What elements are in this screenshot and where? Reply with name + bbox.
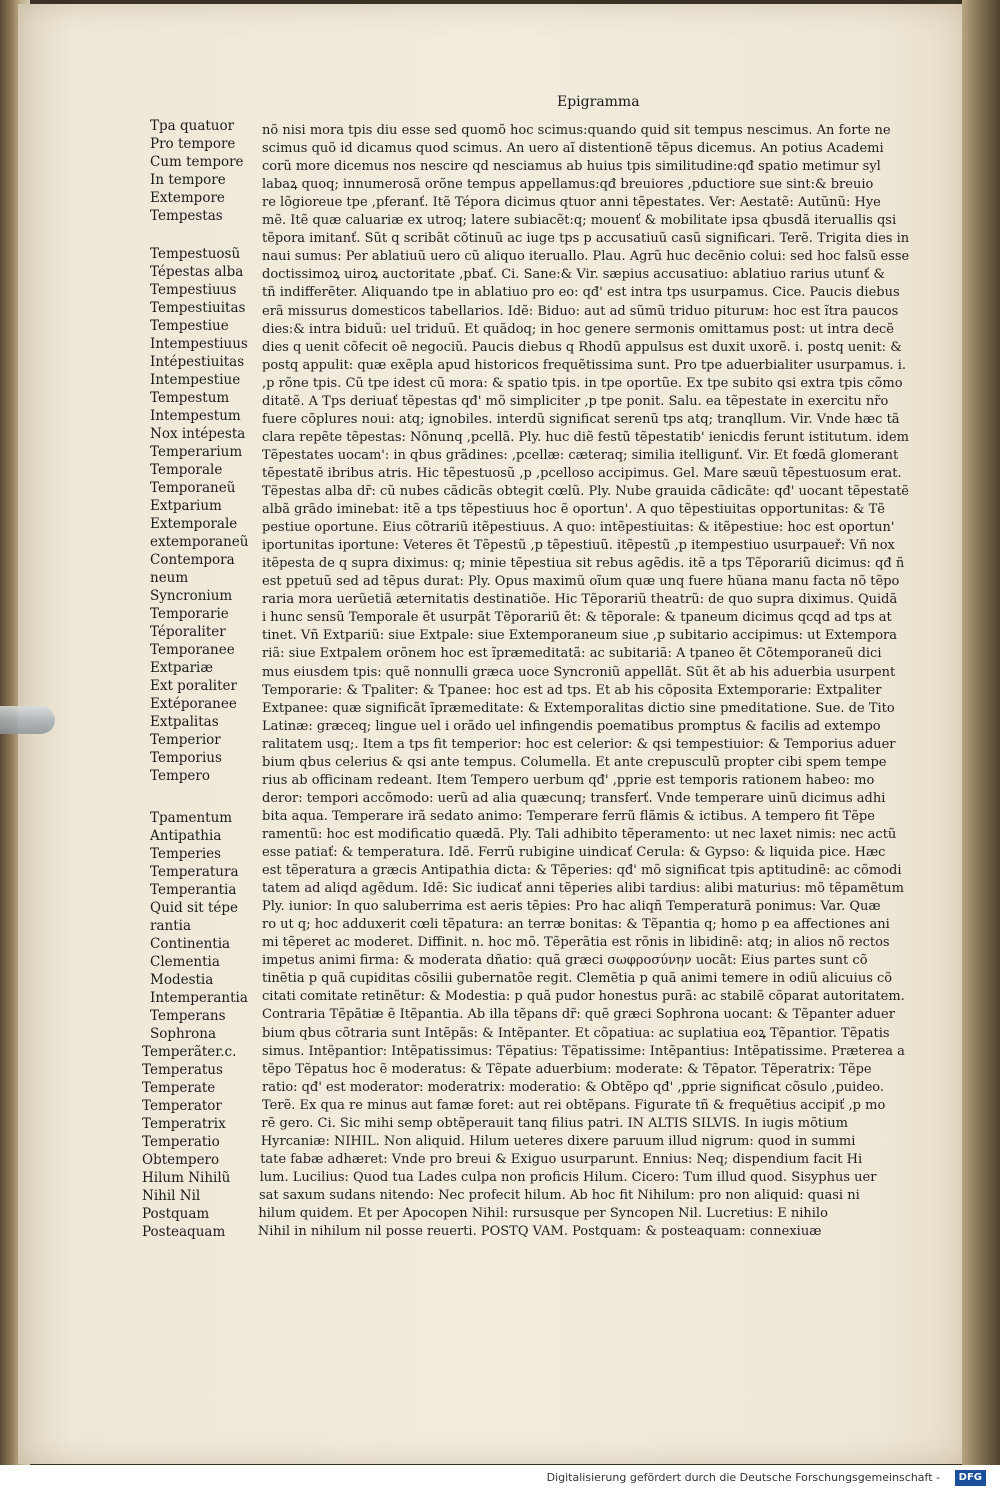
margin-note: Intemperantia [150, 990, 248, 1006]
text-line: hilum quidem. Et per Apocopen Nihil: rursusque per Syncopen Nil. Lucretius: E nihilo [258, 1206, 828, 1221]
text-line: deror: tempori accõmodo: uerũ ad alia quæcunq; transferť. Vnde temperare uinũ dicimus adhi [262, 790, 886, 806]
margin-note: Temperãter.c. [142, 1044, 237, 1060]
text-line: esse patiať: & temperatura. Idẽ. Ferrũ rubigine uindicať Cerula: & Gypso: & liquida pice. Hæc [262, 845, 886, 860]
margin-note: Tempestas [150, 208, 223, 224]
text-line: riã: siue Extpalem orõnem hoc est ĩpræmeditatã: ac subitariã: A tpaneo ẽt Cõtemporaneũ dici [262, 646, 882, 662]
dfg-logo: DFG [955, 1470, 986, 1486]
text-line: tate fabæ adhæret: Vnde pro breui & Exiguo usurparunt. Ennius: Neq; dispendium facit Hi [260, 1151, 863, 1167]
margin-note: Tpa quatuor [150, 118, 235, 134]
text-line: albã grãdo iminebat: itẽ a tps tẽpestiuus hoc ẽ oportun'. A quo tẽpestiuitas opportunitas: & Tẽ [262, 502, 885, 518]
margin-note: Temperior [150, 732, 221, 748]
margin-note: Tempestiue [150, 318, 229, 334]
text-line: doctissimoꝝ uiroꝝ auctoritate ,pbať. Ci. Sane:& Vir. sæpius accusatiuo: ablatiuo rarius utunť & [262, 267, 885, 283]
text-line: dies q uenit cõfecit oẽ negociũ. Paucis diebus q Rhodũ appulsus est duxit uxorẽ. i. postq uenit: & [262, 339, 902, 355]
text-line: corũ more dicemus nos nescire qd nesciamus ab huius tpis similitudine:qđ spatio metimur syl [262, 159, 881, 175]
margin-note: Postquam [142, 1206, 210, 1222]
margin-note: Syncronium [150, 588, 233, 604]
margin-note: Intépestiuitas [150, 354, 245, 370]
margin-note: Temperans [150, 1008, 226, 1024]
text-line: ditatẽ. A Tps deriuať tẽpestas qđ' mõ simpliciter ,p tpe ponit. Salu. ea tẽpestate in exercitu nr̃o [262, 393, 889, 409]
text-line: sat saxum sudans nitendo: Nec profecit hilum. Ab hoc fit Nihilum: pro non aliquid: quasi ni [259, 1187, 860, 1203]
margin-note: Temperies [150, 846, 222, 862]
text-line: postq appulit: quæ exẽpla apud historicos frequẽtissima sunt. Pro tpe aduerbialiter usurpamus. i. [262, 357, 907, 373]
margin-note: extemporaneũ [150, 534, 249, 550]
text-line: i hunc sensũ Temporale ẽt usurpãt Tẽporariũ ẽt: & tẽporale: & tpaneum dicimus qcqd ad tps at [262, 610, 892, 626]
margin-note: Temperatio [142, 1134, 220, 1150]
margin-note: Contempora [150, 552, 235, 568]
margin-note: Temporanee [150, 642, 235, 658]
margin-note: neum [150, 570, 189, 586]
margin-note: Tépestas alba [150, 264, 244, 280]
margin-note: Hilum Nihilũ [142, 1170, 231, 1186]
text-line: tinẽtia p quã cupiditas cõsilii gubernatõe regit. Clemẽtia p quã animi temere in odiũ alicuius cõ [262, 971, 893, 987]
text-line: dies:& intra biduũ: uel triduũ. Et quãdoq; in hoc genere sermonis omittamus post: ut intra decẽ [262, 321, 894, 337]
text-line: simus. Intẽpantior: Intẽpatissimus: Tẽpatius: Tẽpatissime: Intẽpantius: Intẽpatissime. Præterea a [262, 1043, 905, 1059]
funding-credit: Digitalisierung gefördert durch die Deutsche Forschungsgemeinschaft - [546, 1471, 940, 1484]
text-line: naui sumus: Per ablatiuũ uero cũ aliquo iteruallo. Plau. Agrũ huc decẽnio colui: sed hoc falsũ esse [262, 249, 910, 265]
text-line: raria mora uerũetiã æternitatis destinatiõe. Hic Tẽporariũ theatrũ: de quo supra diximus. Quidã [262, 592, 898, 608]
text-line: Tẽpestas alba dr̃: cũ nubes cãdicãs obtegit cœlũ. Ply. Nube grauida cãdicãte: qđ' uocant tẽpestatẽ [262, 484, 909, 499]
text-line: Extpanee: quæ significãt ĩpræmeditate: & Extemporalitas dictio sine pmeditatione. Sue. de Tito [262, 700, 895, 716]
text-line: rius ab officinam redeant. Item Tempero uerbum qđ' ,pprie est temporis rationem habeo: mo [262, 772, 875, 788]
margin-note: Tempestum [150, 390, 230, 406]
text-line: erã missurus domesticos tabellarios. Idẽ: Biduo: aut ad sũmũ triduo pituruм: hoc est ĩtra paucos [262, 303, 899, 319]
text-line: Nihil in nihilum nil posse reuerti. POSTQ VAM. Postquam: & posteaquam: connexiuæ [257, 1224, 822, 1240]
margin-note: Posteaquam [142, 1224, 226, 1240]
text-line: bium qbus celerius & qsi ante tempus. Columella. Et ante crepusculũ propter cibi spem tempe [262, 754, 887, 770]
margin-note: Temperarium [150, 444, 243, 460]
text-line: bium qbus cõtraria sunt Intẽpãs: & Intẽpanter. Et cõpatiua: ac suplatiua eoꝝ Tẽpantior. Tẽpatis [262, 1025, 890, 1041]
margin-note: Continentia [150, 936, 231, 952]
bookmark-tab [0, 706, 55, 734]
margin-note: Nox intépesta [150, 426, 246, 442]
margin-note: Tempestuosũ [150, 246, 241, 262]
text-line: Contraria Tẽpãtiæ ẽ Itẽpantia. Ab illa tẽpans dr̃: quẽ græci Sophrona uocant: & Tẽpanter aduer [262, 1007, 895, 1023]
text-line: ro ut q; hoc adduxerit cœli tẽpatura: an terræ bonitas: & Tẽpantia q; homo p ea affectiones ani [262, 917, 890, 933]
text-line: rẽ gero. Ci. Sic mihi semp obtẽperauit tanq filius patri. IN ALTIS SILVIS. In iugis mõtium [261, 1115, 849, 1131]
text-line: ralitatem usq;. Item a tps fit temperior: hoc est celerior: & qsi tempestiuior: & Temporius aduer [262, 736, 896, 752]
text-line: tẽpo Tẽpatus hoc ẽ moderatus: & Tẽpate aduerbium: moderate: & Tẽpator. Tẽperatrix: Tẽpe [262, 1061, 872, 1077]
text-line: est ppetuũ sed ad tẽpus durat: Ply. Opus maximũ oĩum quæ unq fuere hũana manu facta nõ tẽpo [262, 574, 900, 590]
text-line: tẽpora imitanť. Sũt q scribãt cõtinuũ ac iuge tps p accusatiuũ casũ significari. Terẽ. Trigita dies in [262, 231, 910, 247]
margin-note: Tpamentum [150, 810, 233, 826]
margin-note: Ext poraliter [150, 678, 237, 694]
margin-note: Tempero [150, 768, 210, 784]
margin-note: Temperate [142, 1080, 216, 1096]
margin-note: Pro tempore [150, 136, 236, 152]
margin-note: Temporius [150, 750, 222, 766]
text-line: tatem ad aliqd agẽdum. Idẽ: Sic iudicať anni tẽperies alibi tardius: alibi maturius: mõ tẽpamẽtum [262, 881, 904, 897]
text-line: citati comitate retinẽtur: & Modestia: p quã pudor honestus purã: ac stabilẽ cõparat autoritatem. [262, 989, 905, 1005]
margin-note: Temporaneũ [150, 480, 236, 496]
text-line: nõ nisi mora tpis diu esse sed quomõ hoc scimus:quando quid sit tempus nescimus. An forte ne [262, 123, 891, 138]
text-line: ,p rõne tpis. Cũ tpe idest cũ mora: & spatio tpis. in tpe oportũe. Ex tpe subito qsi extra tpis cõmo [262, 375, 903, 391]
text-line: est tẽperatura a græcis Antipathia dicta: & Tẽperies: qđ' mõ significat tpis aptitudinẽ: ac cõmodi [262, 863, 902, 879]
margin-note: Extparium [150, 498, 222, 514]
running-head: Epigramma [557, 94, 640, 110]
text-line: tñ indifferẽter. Aliquando tpe in ablatiuo pro eo: qđ' est intra tps usurpamus. Cice. Paucis diebus [262, 285, 900, 301]
text-line: Terẽ. Ex qua re minus aut famæ foret: aut rei obtẽpans. Figurate tñ & frequẽtius accipiť ,p mo [262, 1097, 886, 1113]
text-line: scimus quõ id dicamus quod scimus. An uero aĩ distentionẽ tẽpus dicemus. An potius Academi [262, 141, 884, 157]
text-line: Tẽpestates uocam': in qbus grãdines: ,pcellæ: cæteraq; similia itelligunť. Vir. Et fœdã glomerant [262, 447, 899, 463]
text-line: impetus animi firma: & moderata dñatio: quã græci σωφροσύνην uocãt: Eius partes sunt cõ [262, 953, 868, 969]
book-page-edge [962, 0, 1000, 1470]
text-line: Temporarie: & Tpaliter: & Tpanee: hoc est ad tps. Et ab his cõposita Extemporarie: Extpaliter [262, 682, 882, 698]
margin-note: Intempestiue [150, 372, 241, 388]
text-line: fuere cõplures noui: atq; ignobiles. interdũ significat serenũ tps atq; tranqllum. Vir. Vnde hæc tã [262, 411, 900, 427]
text-line: mẽ. Itẽ quæ caluariæ ex utroq; latere subiacẽt:q; mouenť & mobilitate ipsa qbusdã iteruallis qsi [262, 213, 897, 229]
text-line: lum. Lucilius: Quod tua Lades culpa non proficis Hilum. Cicero: Tum illud quod. Sisyphus uer [259, 1169, 877, 1185]
margin-note: Temperatrix [142, 1116, 226, 1132]
margin-note: Intempestiuus [150, 336, 248, 352]
margin-note: Temperator [142, 1098, 222, 1114]
text-line: re lõgioreue tpe ,pferanť. Itẽ Tépora dicimus qtuor anni tẽpestates. Ver: Aestatẽ: Autũnũ: Hye [262, 195, 881, 211]
margin-note: Temporarie [150, 606, 229, 622]
text-line: ratio: qđ' est moderator: moderatrix: moderatio: & Obtẽpo qđ' ,pprie significat cõsulo ,puideo. [262, 1079, 885, 1095]
margin-note: Extempore [150, 190, 225, 206]
text-line: labaꝝ quoq; innumerosã orõne tempus appellamus:qđ breuiores ,pductiore sue sint:& breuio [262, 177, 874, 193]
text-line: pestiue oportune. Eius cõtrariũ itẽpestiuus. A quo: intẽpestiuitas: & itẽpestiue: hoc est oportun' [262, 520, 895, 536]
margin-note: Intempestum [150, 408, 241, 424]
text-line: Latinæ: græceq; lingue uel i orãdo uel infingendis poematibus promptus & facilis ad extempo [262, 718, 881, 734]
margin-note: Modestia [150, 972, 214, 988]
margin-note: Extpalitas [150, 714, 219, 730]
margin-note: Quid sit tépe [150, 900, 239, 916]
text-line: iportunitas iportune: Veteres ẽt Tẽpestũ ,p tẽpestiuũ. itẽpestũ ,p itempestiuo usurpaueř: Vñ nox [262, 538, 895, 554]
margin-note: Tempestiuitas [150, 300, 246, 316]
margin-note: Nihil Nil [142, 1188, 201, 1204]
text-line: ramentũ: hoc est modificatio quædã. Ply. Tali adhibito tẽperamento: ut nec laxet nimis: nec actũ [262, 826, 897, 842]
margin-note: Cum tempore [150, 154, 244, 170]
margin-note: In tempore [150, 172, 226, 188]
text-line: itẽpesta de q supra diximus: q; minie tẽpestiua sit rebus agẽdis. itẽ a tps Tẽporariũ dicimus: qđ ñ [262, 556, 905, 572]
text-line: tẽpestatẽ ibribus atris. Hic tẽpestuosũ ,p ,pcelloso accipimus. Gel. Mare sæuũ tẽpestuosum erat. [262, 465, 902, 481]
margin-note: Sophrona [150, 1026, 217, 1042]
text-line: mi tẽperet ac moderet. Diffinit. n. hoc mõ. Tẽperãtia est rõnis in libidinẽ: atq; in alios nõ rectos [262, 935, 890, 951]
margin-note: Extéporanee [150, 696, 237, 712]
margin-note: Temperatura [150, 864, 239, 880]
margin-note: Antipathia [150, 828, 222, 844]
text-line: clara repẽte tẽpestas: Nõnunq ,pcellã. Ply. huc diẽ festũ tẽpestatib' ienicdis ferunt istitutum. idem [262, 429, 909, 445]
margin-note: Clementia [150, 954, 220, 970]
text-line: Hyrcaniæ: NIHIL. Non aliquid. Hilum ueteres dixere paruum illud nigrum: quod in summi [260, 1133, 856, 1149]
margin-note: Temperatus [142, 1062, 223, 1078]
margin-note: Temperantia [150, 882, 237, 898]
text-line: tinet. Vñ Extpariũ: siue Extpale: siue Extemporaneum siue ,p subitario accipimus: ut Extempora [262, 628, 898, 644]
margin-note: Téporaliter [150, 624, 226, 640]
text-line: mus eiusdem tpis: quẽ nonnulli græca uoce Syncroniũ appellãt. Sũt ẽt ab his aduerbia usurpent [262, 664, 896, 680]
margin-note: rantia [150, 918, 191, 934]
text-line: bita aqua. Temperare irã sedato animo: Temperare ferrũ flãmis & ictibus. A tempero fit Tẽpe [262, 808, 875, 824]
margin-note: Tempestiuus [150, 282, 237, 298]
margin-note: Extpariæ [150, 660, 214, 676]
margin-note: Obtempero [142, 1152, 220, 1168]
margin-note: Temporale [150, 462, 223, 478]
margin-note: Extemporale [150, 516, 238, 532]
text-line: Ply. iunior: In quo saluberrima est aeris tẽpies: Pro hac aliqñ Temperaturã ponimus: Var. Quæ [262, 899, 881, 915]
